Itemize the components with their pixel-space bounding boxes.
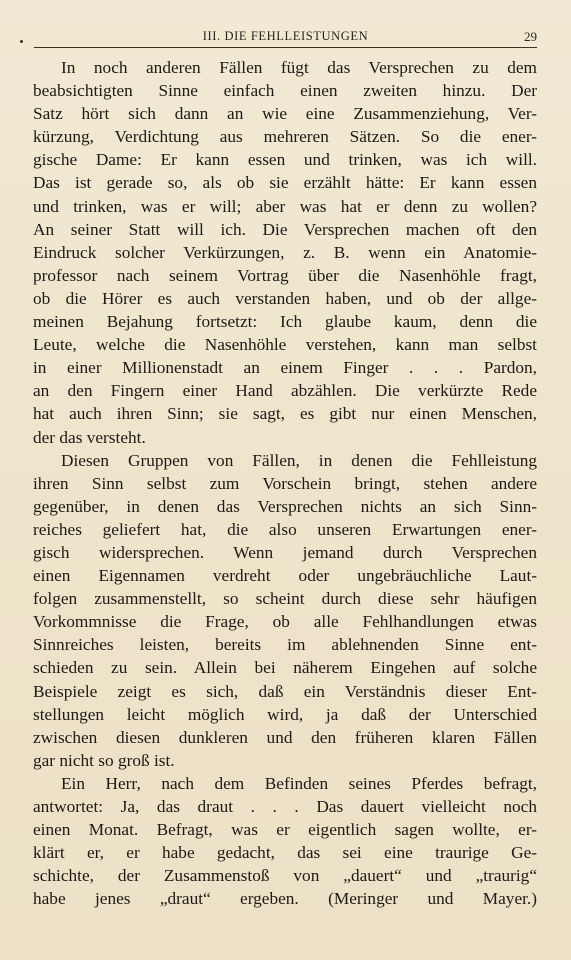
text-line: ihren Sinn selbst zum Vorschein bringt, stehen andere: [33, 473, 537, 493]
text-line: ob die Hörer es auch verstanden haben, und ob der allge-: [33, 288, 537, 308]
text-line: Leute, welche die Nasenhöhle verstehen, kann man selbst: [33, 335, 537, 355]
text-line: Diesen Gruppen von Fällen, in denen die Fehlleistung: [61, 450, 537, 470]
text-line: reiches geliefert hat, die also unseren Erwartungen ener-: [33, 519, 537, 539]
text-line: gisch widersprechen. Wenn jemand durch Versprechen: [33, 542, 537, 562]
text-line: An seiner Statt will ich. Die Versprechen machen oft den: [33, 219, 537, 239]
text-line: an den Fingern einer Hand abzählen. Die verkürzte Rede: [33, 381, 537, 401]
text-line: in einer Millionenstadt an einem Finger . . . Pardon,: [33, 358, 537, 378]
text-line: meinen Bejahung fortsetzt: Ich glaube kaum, denn die: [33, 312, 537, 332]
text-line: Satz hört sich dann an wie eine Zusammenziehung, Ver-: [33, 104, 537, 124]
text-line: Eindruck solcher Verkürzungen, z. B. wenn ein Anatomie-: [33, 242, 537, 262]
body-text: [33, 56, 537, 910]
text-line: hat auch ihren Sinn; sie sagt, es gibt nur einen Menschen,: [33, 404, 537, 424]
text-line: schichte, der Zusammenstoß von „dauert“ und „traurig“: [33, 866, 537, 886]
text-line: habe jenes „draut“ ergeben. (Meringer und Mayer.): [33, 889, 537, 909]
text-line: Vorkommnisse die Frage, ob alle Fehlhandlungen etwas: [33, 612, 537, 632]
text-line: gische Dame: Er kann essen und trinken, was ich will.: [33, 150, 537, 170]
paragraph: [33, 772, 537, 911]
text-line: gar nicht so groß ist.: [33, 750, 175, 770]
paragraph: [33, 449, 537, 772]
running-title: III. DIE FEHLLEISTUNGEN: [202, 29, 369, 43]
text-line: antwortet: Ja, das draut . . . Das dauert vielleicht noch: [33, 797, 537, 816]
page-mark: [20, 40, 23, 43]
text-line: In noch anderen Fällen fügt das Versprechen zu dem: [61, 58, 537, 77]
text-line: beabsichtigten Sinne einfach einen zweiten hinzu. Der: [33, 81, 537, 101]
paragraph: [33, 56, 537, 449]
text-line: einen Eigennamen verdreht oder ungebräuchliche Laut-: [33, 566, 537, 586]
text-line: Ein Herr, nach dem Befinden seines Pferdes befragt,: [61, 773, 537, 793]
text-line: klärt er, er habe gedacht, das sei eine traurige Ge-: [33, 843, 537, 863]
text-line: stellungen leicht möglich wird, ja daß der Unterschied: [33, 704, 537, 724]
running-head: [34, 27, 537, 48]
text-line: Das ist gerade so, als ob sie erzählt hätte: Er kann essen: [33, 173, 537, 193]
text-line: schieden zu sein. Allein bei näherem Eingehen auf solche: [33, 658, 537, 678]
text-line: der das versteht.: [33, 427, 146, 447]
text-line: kürzung, Verdichtung aus mehreren Sätzen. So die ener-: [33, 127, 537, 147]
text-line: professor nach seinem Vortrag über die Nasenhöhle fragt,: [33, 265, 537, 285]
text-line: einen Monat. Befragt, was er eigentlich sagen wollte, er-: [33, 820, 537, 840]
text-line: Beispiele zeigt es sich, daß ein Verständnis dieser Ent-: [33, 681, 537, 701]
text-line: und trinken, was er will; aber was hat er denn zu wollen?: [33, 196, 537, 216]
page-number: 29: [524, 29, 537, 44]
text-line: zwischen diesen dunkleren und den früheren klaren Fällen: [33, 727, 537, 747]
text-line: gegenüber, in denen das Versprechen nichts an sich Sinn-: [33, 496, 537, 516]
text-line: Sinnreiches leisten, bereits im ablehnenden Sinne ent-: [33, 635, 537, 655]
text-line: folgen zusammenstellt, so scheint durch diese sehr häufigen: [33, 589, 537, 609]
